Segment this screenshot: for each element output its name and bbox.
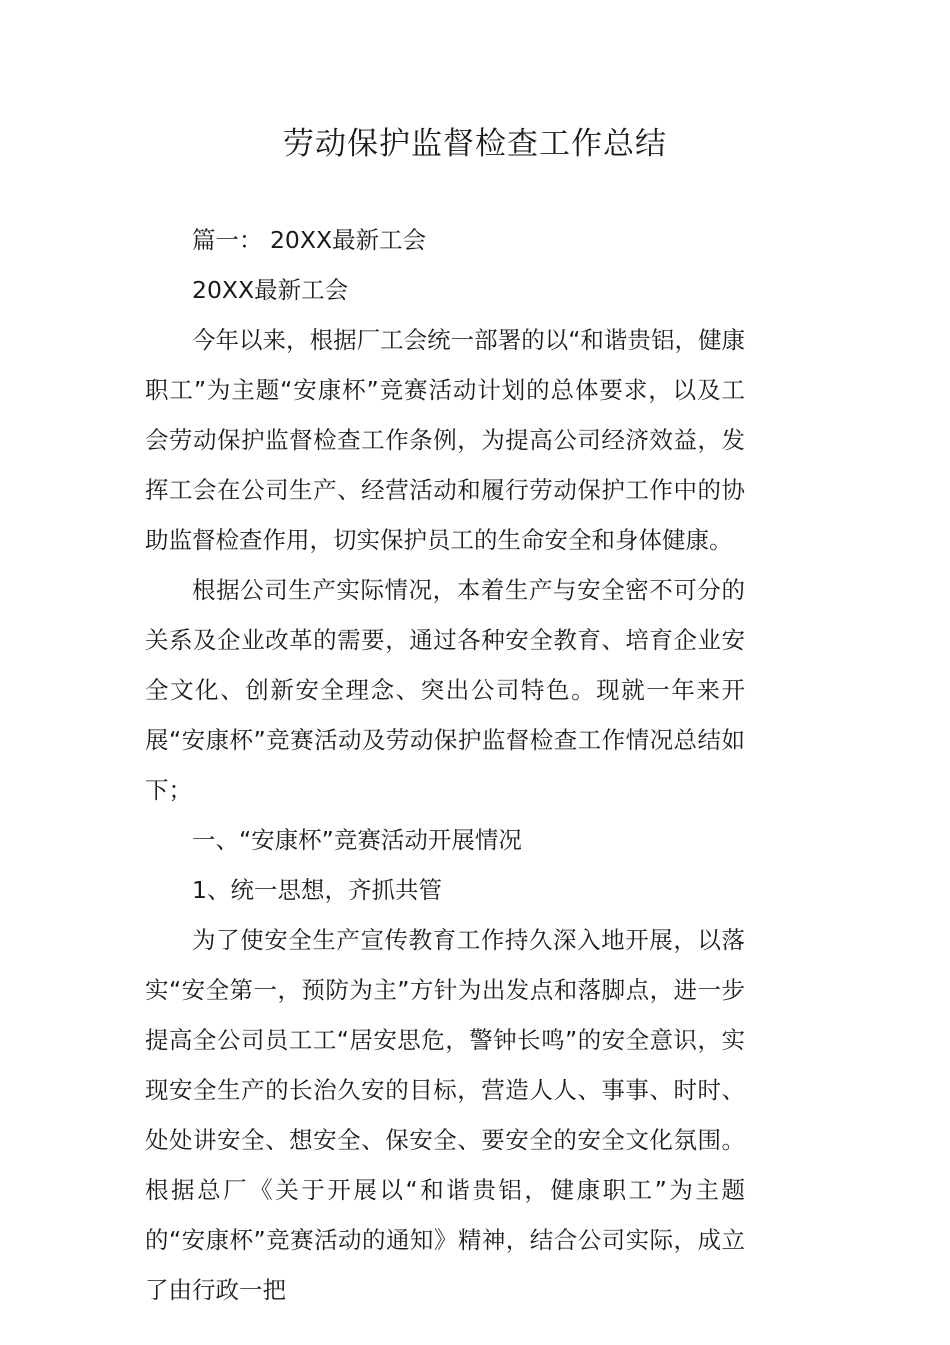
subheading-unify-thinking: 1、统一思想，齐抓共管 bbox=[192, 876, 442, 904]
paragraph-intro: 今年以来，根据厂工会统一部署的以“和谐贵铝，健康职工”为主题“安康杯”竞赛活动计划的总体要求，以及工会劳动保护监督检查工作条例，为提高公司经济效益，发挥工会在公司生产、经营活动和履行劳动保护工作中的协助监督检查作用，切实保护员工的生命安全和身体健康。 bbox=[145, 326, 745, 554]
section-heading-part-one: 篇一： 20XX最新工会 bbox=[192, 226, 427, 254]
subheading-union: 20XX最新工会 bbox=[192, 276, 349, 304]
section-heading-competition: 一、“安康杯”竞赛活动开展情况 bbox=[192, 826, 522, 854]
document-title: 劳动保护监督检查工作总结 bbox=[283, 126, 667, 162]
paragraph-summary: 根据公司生产实际情况，本着生产与安全密不可分的关系及企业改革的需要，通过各种安全教育、培育企业安全文化、创新安全理念、突出公司特色。现就一年来开展“安康杯”竞赛活动及劳动保护监督检查工作情况总结如下； bbox=[145, 576, 745, 804]
document-body bbox=[145, 215, 745, 1315]
paragraph-safety-education: 为了使安全生产宣传教育工作持久深入地开展，以落实“安全第一，预防为主”方针为出发点和落脚点，进一步提高全公司员工工“居安思危，警钟长鸣”的安全意识，实现安全生产的长治久安的目标，营造人人、事事、时时、处处讲安全、想安全、保安全、要安全的安全文化氛围。根据总厂《关于开展以“和谐贵铝，健康职工”为主题的“安康杯”竞赛活动的通知》精神，结合公司实际，成立了由行政一把 bbox=[145, 926, 745, 1304]
